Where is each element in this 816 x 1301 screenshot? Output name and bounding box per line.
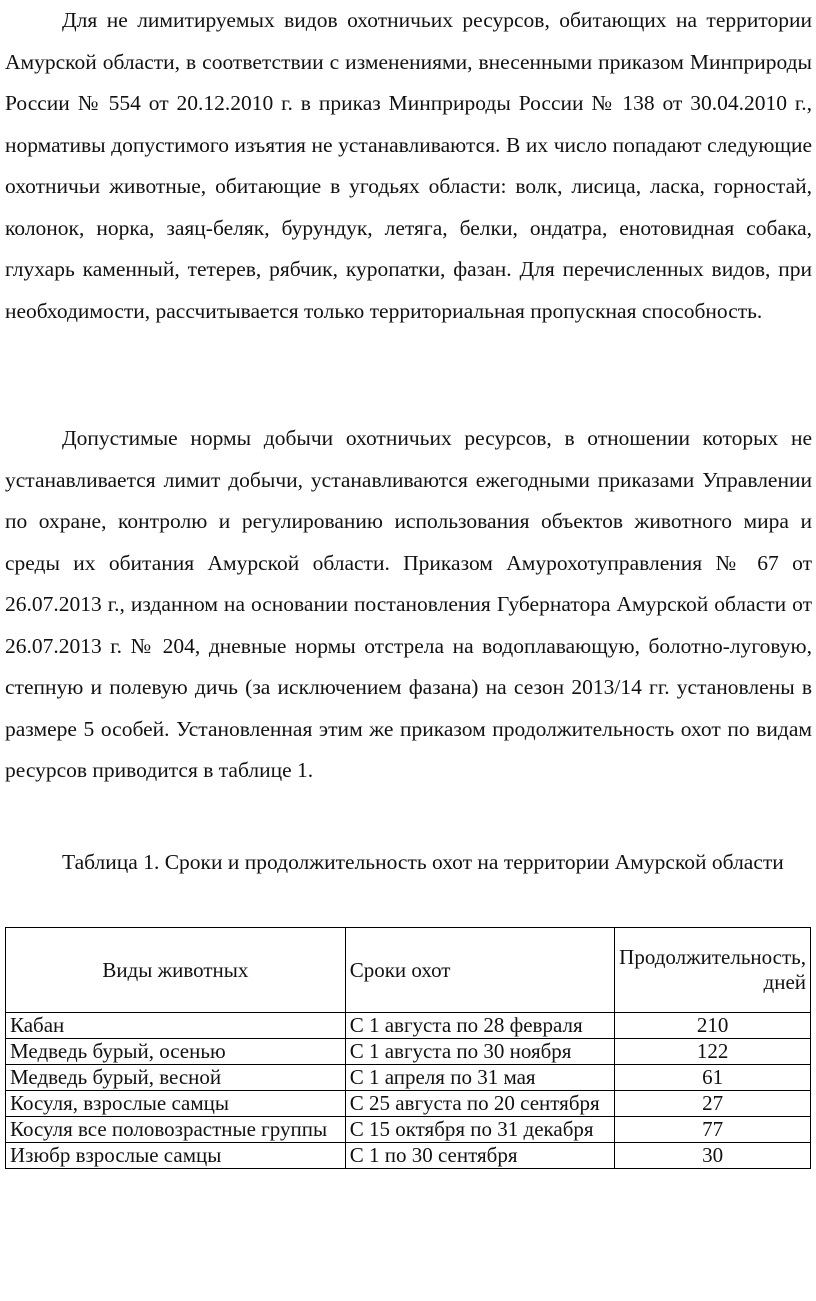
period-cell: С 1 апреля по 31 мая [345,1065,614,1091]
header-duration: Продолжительность, дней [615,928,811,1013]
days-cell: 122 [615,1039,811,1065]
period-cell: С 1 августа по 30 ноября [345,1039,614,1065]
days-cell: 30 [615,1143,811,1169]
period-cell: С 1 августа по 28 февраля [345,1013,614,1039]
days-cell: 77 [615,1117,811,1143]
period-cell: С 1 по 30 сентября [345,1143,614,1169]
table-row [6,1091,811,1117]
species-cell: Косуля все половозрастные группы [6,1117,346,1143]
period-cell: С 15 октября по 31 декабря [345,1117,614,1143]
days-cell: 61 [615,1065,811,1091]
table-row [6,1117,811,1143]
species-cell: Медведь бурый, осенью [6,1039,346,1065]
table-row [6,1013,811,1039]
paragraph-non-limited-species: Для не лимитируемых видов охотничьих ресурсов, обитающих на территории Амурской области, в соответствии с изменениями, внесенными приказом Минприроды России № 554 от 20.12.2010 г. в приказ Минприроды России № 138 от 30.04.2010 г., нормативы допустимого изъятия не устанавливаются. В их число попадают следующие охотничьи животные, обитающие в угодьях области: волк, лисица, ласка, горностай, колонок, норка, заяц-беляк, бурундук, летяга, белки, ондатра, енотовидная собака, глухарь каменный, тетерев, рябчик, куропатки, фазан. Для перечисленных видов, при необходимости, рассчитывается только территориальная пропускная способность. [5,8,812,323]
table-row [6,1143,811,1169]
species-cell: Косуля, взрослые самцы [6,1091,346,1117]
table-caption: Таблица 1. Сроки и продолжительность охот на территории Амурской области [62,850,784,874]
days-cell: 27 [615,1091,811,1117]
table-header-row [6,928,811,1013]
species-cell: Медведь бурый, весной [6,1065,346,1091]
header-species: Виды животных [6,928,346,1013]
table-row [6,1065,811,1091]
table-row [6,1039,811,1065]
species-cell: Кабан [6,1013,346,1039]
species-cell: Изюбр взрослые самцы [6,1143,346,1169]
days-cell: 210 [615,1013,811,1039]
hunting-periods-table [5,927,811,1169]
header-period: Сроки охот [345,928,614,1013]
period-cell: С 25 августа по 20 сентября [345,1091,614,1117]
paragraph-allowed-norms: Допустимые нормы добычи охотничьих ресурсов, в отношении которых не устанавливается лимит добычи, устанавливаются ежегодными приказами Управлении по охране, контролю и регулированию использования объектов животного мира и среды их обитания Амурской области. Приказом Амурохотуправления № 67 от 26.07.2013 г., изданном на основании постановления Губернатора Амурской области от 26.07.2013 г. № 204, дневные нормы отстрела на водоплавающую, болотно-луговую, степную и полевую дичь (за исключением фазана) на сезон 2013/14 гг. установлены в размере 5 особей. Установленная этим же приказом продолжительность охот по видам ресурсов приводится в таблице 1. [5,426,812,782]
